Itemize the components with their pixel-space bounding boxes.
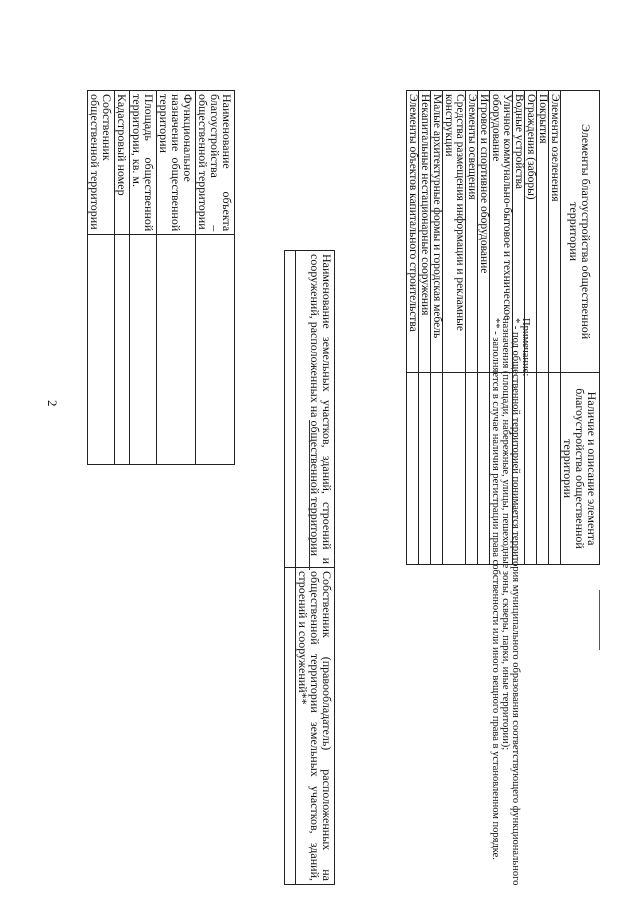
table-cell-value — [88, 235, 115, 465]
table-row — [443, 91, 466, 565]
table-cell — [537, 373, 549, 565]
table-row — [88, 91, 115, 465]
table-cell-value — [130, 235, 157, 465]
table-cell: Элементы освещения — [466, 91, 478, 373]
table-cell — [407, 373, 419, 565]
signature-line — [599, 590, 600, 650]
table-header-cell: Собственник (правообладатель) расположенных на общественной территории земельных участков, зданий, строений и сооружений** — [296, 568, 335, 885]
table-cell: Элементы объектов капитального строительства — [407, 91, 419, 373]
table-row — [549, 91, 561, 565]
page-number: 2 — [45, 400, 60, 407]
table-cell-label: Кадастровый номер — [115, 91, 130, 235]
table-cell — [419, 373, 431, 565]
table-cell — [525, 373, 537, 565]
table-cell-label: Функциональное назначение общественной территории — [157, 91, 196, 235]
table-cell-value — [115, 235, 130, 465]
table-row — [407, 91, 419, 565]
table-row — [196, 91, 235, 465]
table-row — [490, 91, 513, 565]
table-row — [157, 91, 196, 465]
footnote-separator — [309, 420, 310, 570]
table-header-cell: Наличие и описание элемента благоустройства общественной территории — [561, 373, 600, 565]
table-row — [419, 91, 431, 565]
table-cell: Некапитальные нестационарные сооружения — [419, 91, 431, 373]
table-cell-value — [196, 235, 235, 465]
table-cell — [443, 373, 466, 565]
table-header-cell: Элементы благоустройства общественной территории — [561, 91, 600, 373]
table-cell-label: Собственник общественной территории — [88, 91, 115, 235]
table-cell: Водные устройства — [513, 91, 525, 373]
table-cell: Покрытия — [537, 91, 549, 373]
table-cell: Элементы озеленения — [549, 91, 561, 373]
table-row — [478, 91, 490, 565]
table-cell-value — [157, 235, 196, 465]
table-row — [431, 91, 443, 565]
table-header-row — [561, 91, 600, 565]
table-header-cell: Наименование земельных участков, зданий, строений и сооружений, расположенных на общественной территории — [296, 251, 335, 568]
table-cell: Малые архитектурные формы и городская мебель — [431, 91, 443, 373]
table-cell — [466, 373, 478, 565]
table-row — [285, 251, 296, 885]
table-row — [537, 91, 549, 565]
table-cell — [513, 373, 525, 565]
table-cell: Средства размещения информации и рекламные конструкции — [443, 91, 466, 373]
table-cell — [549, 373, 561, 565]
table-cell-label: Площадь общественной территории, кв. м. — [130, 91, 157, 235]
table-header-row — [296, 251, 335, 885]
note-text: ** - заполняется в случае наличия регистрации права собственности или иного вещного права в установленном порядке. — [490, 318, 501, 860]
table-row — [525, 91, 537, 565]
table-cell-label: Наименование объекта благоустройства – общественной территории — [196, 91, 235, 235]
table-cell: Ограждения (заборы) — [525, 91, 537, 373]
table-row — [130, 91, 157, 465]
note-text: * - под общественной территорией понимается территория муниципального образования соответствующего функционального назначения (площади, набережные, улицы, пешеходные зоны, скверы, парки, иные территории); — [500, 318, 521, 886]
table-row — [513, 91, 525, 565]
table-cell — [478, 373, 490, 565]
table-cell — [285, 251, 296, 568]
table-cell — [431, 373, 443, 565]
table-row — [466, 91, 478, 565]
notes-title: Примечание: — [520, 318, 531, 377]
table-cell: Игровое и спортивное оборудование — [478, 91, 490, 373]
table-cell — [285, 568, 296, 885]
table-row — [115, 91, 130, 465]
table-cell: Уличное коммунально-бытовое и техническое оборудование — [490, 91, 513, 373]
improvement-elements-table — [406, 90, 600, 565]
object-info-table — [87, 90, 235, 465]
table-cell — [490, 373, 513, 565]
